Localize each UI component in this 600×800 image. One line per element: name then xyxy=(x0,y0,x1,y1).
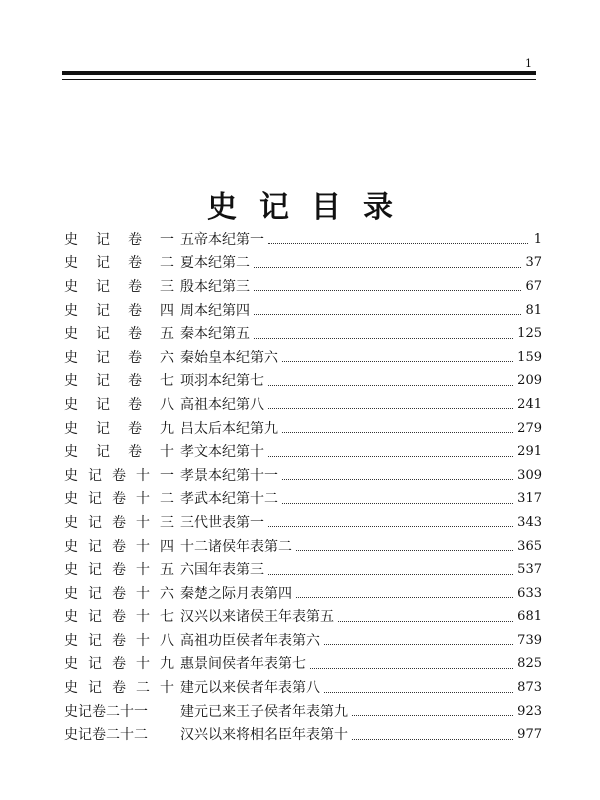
page-number-ref: 681 xyxy=(517,609,542,625)
page-number-ref: 81 xyxy=(525,302,542,318)
page-number-ref: 1 xyxy=(533,231,542,247)
dot-leader xyxy=(268,243,528,244)
toc-entry xyxy=(64,299,542,323)
chapter-title: 十二诸侯年表第二 xyxy=(180,538,292,555)
page-number-ref: 343 xyxy=(517,514,542,530)
chapter-title: 孝文本纪第十 xyxy=(180,444,264,461)
page-number-ref: 125 xyxy=(517,326,542,342)
volume-label: 史 记 卷 十 三 xyxy=(64,514,174,531)
chapter-title: 秦始皇本纪第六 xyxy=(180,349,278,366)
chapter-title: 高祖功臣侯者年表第六 xyxy=(180,632,320,649)
page-number-ref: 279 xyxy=(517,420,542,436)
chapter-title: 秦楚之际月表第四 xyxy=(180,585,292,602)
toc-entry xyxy=(64,417,542,441)
page-number-ref: 67 xyxy=(525,278,542,294)
chapter-title: 建元已来王子侯者年表第九 xyxy=(180,703,348,720)
toc-entry xyxy=(64,582,542,606)
dot-leader xyxy=(254,290,521,291)
dot-leader xyxy=(282,479,513,480)
toc-entry xyxy=(64,464,542,488)
chapter-title: 汉兴以来诸侯王年表第五 xyxy=(180,609,334,626)
page-number-ref: 309 xyxy=(517,467,542,483)
toc-entry xyxy=(64,440,542,464)
dot-leader xyxy=(254,267,521,268)
page-number-ref: 537 xyxy=(517,562,542,578)
dot-leader xyxy=(254,314,521,315)
dot-leader xyxy=(296,597,513,598)
dot-leader xyxy=(296,550,513,551)
volume-label: 史 记 卷 二 xyxy=(64,255,174,272)
chapter-title: 汉兴以来将相名臣年表第十 xyxy=(180,727,348,744)
volume-label: 史 记 卷 六 xyxy=(64,349,174,366)
volume-label: 史 记 卷 十 二 xyxy=(64,491,174,508)
volume-label: 史 记 卷 十 四 xyxy=(64,538,174,555)
dot-leader xyxy=(352,739,513,740)
chapter-title: 吕太后本纪第九 xyxy=(180,420,278,437)
dot-leader xyxy=(338,621,513,622)
volume-label: 史 记 卷 九 xyxy=(64,420,174,437)
volume-label: 史 记 卷 二 十 二 xyxy=(64,727,148,744)
chapter-title: 孝武本纪第十二 xyxy=(180,491,278,508)
volume-label: 史 记 卷 八 xyxy=(64,396,174,413)
toc-entry xyxy=(64,346,542,370)
page-number-ref: 159 xyxy=(517,349,542,365)
page-number-ref: 209 xyxy=(517,373,542,389)
header-rule-thick xyxy=(62,71,536,75)
toc-entry xyxy=(64,700,542,724)
volume-label: 史 记 卷 五 xyxy=(64,326,174,343)
chapter-title: 项羽本纪第七 xyxy=(180,373,264,390)
volume-label: 史 记 卷 二 十 xyxy=(64,680,174,697)
dot-leader xyxy=(282,503,513,504)
toc-entry xyxy=(64,606,542,630)
volume-label: 史 记 卷 十 五 xyxy=(64,562,174,579)
volume-label: 史 记 卷 七 xyxy=(64,373,174,390)
page-number-ref: 365 xyxy=(517,538,542,554)
chapter-title: 五帝本纪第一 xyxy=(180,231,264,248)
page-number-ref: 241 xyxy=(517,396,542,412)
page-number-ref: 977 xyxy=(517,727,542,743)
toc-entry xyxy=(64,629,542,653)
chapter-title: 三代世表第一 xyxy=(180,514,264,531)
toc-entry xyxy=(64,535,542,559)
chapter-title: 六国年表第三 xyxy=(180,562,264,579)
chapter-title: 孝景本纪第十一 xyxy=(180,467,278,484)
page-number-ref: 923 xyxy=(517,703,542,719)
toc-entry xyxy=(64,370,542,394)
volume-label: 史 记 卷 四 xyxy=(64,302,174,319)
page-number-ref: 37 xyxy=(525,255,542,271)
dot-leader xyxy=(268,456,513,457)
toc-entry xyxy=(64,723,542,747)
dot-leader xyxy=(268,526,513,527)
page-number-ref: 317 xyxy=(517,491,542,507)
page-number-ref: 873 xyxy=(517,680,542,696)
page-number-ref: 739 xyxy=(517,632,542,648)
chapter-title: 殷本纪第三 xyxy=(180,278,250,295)
chapter-title: 夏本纪第二 xyxy=(180,255,250,272)
table-of-contents xyxy=(64,228,542,747)
header-rule-thin xyxy=(62,79,536,80)
dot-leader xyxy=(282,361,513,362)
dot-leader xyxy=(324,644,513,645)
dot-leader xyxy=(352,715,513,716)
volume-label: 史 记 卷 一 xyxy=(64,231,174,248)
volume-label: 史 记 卷 十 xyxy=(64,444,174,461)
dot-leader xyxy=(268,574,513,575)
volume-label: 史 记 卷 十 九 xyxy=(64,656,174,673)
dot-leader xyxy=(268,408,513,409)
toc-entry xyxy=(64,393,542,417)
dot-leader xyxy=(268,385,513,386)
chapter-title: 惠景间侯者年表第七 xyxy=(180,656,306,673)
volume-label: 史 记 卷 十 七 xyxy=(64,609,174,626)
chapter-title: 周本纪第四 xyxy=(180,302,250,319)
toc-entry xyxy=(64,676,542,700)
toc-entry xyxy=(64,488,542,512)
toc-entry xyxy=(64,653,542,677)
volume-label: 史 记 卷 二 十 一 xyxy=(64,703,148,720)
toc-entry xyxy=(64,511,542,535)
chapter-title: 高祖本纪第八 xyxy=(180,396,264,413)
chapter-title: 建元以来侯者年表第八 xyxy=(180,680,320,697)
page-number-ref: 291 xyxy=(517,444,542,460)
toc-entry xyxy=(64,252,542,276)
volume-label: 史 记 卷 十 六 xyxy=(64,585,174,602)
chapter-title: 秦本纪第五 xyxy=(180,326,250,343)
toc-entry xyxy=(64,558,542,582)
dot-leader xyxy=(254,338,513,339)
page-number-ref: 825 xyxy=(517,656,542,672)
volume-label: 史 记 卷 十 八 xyxy=(64,632,174,649)
page-number-ref: 633 xyxy=(517,585,542,601)
page-title: 史记目录 xyxy=(207,190,415,226)
toc-entry xyxy=(64,228,542,252)
volume-label: 史 记 卷 三 xyxy=(64,278,174,295)
dot-leader xyxy=(282,432,513,433)
toc-entry xyxy=(64,275,542,299)
dot-leader xyxy=(310,668,513,669)
dot-leader xyxy=(324,692,513,693)
page-number: 1 xyxy=(525,57,532,70)
toc-entry xyxy=(64,322,542,346)
volume-label: 史 记 卷 十 一 xyxy=(64,467,174,484)
